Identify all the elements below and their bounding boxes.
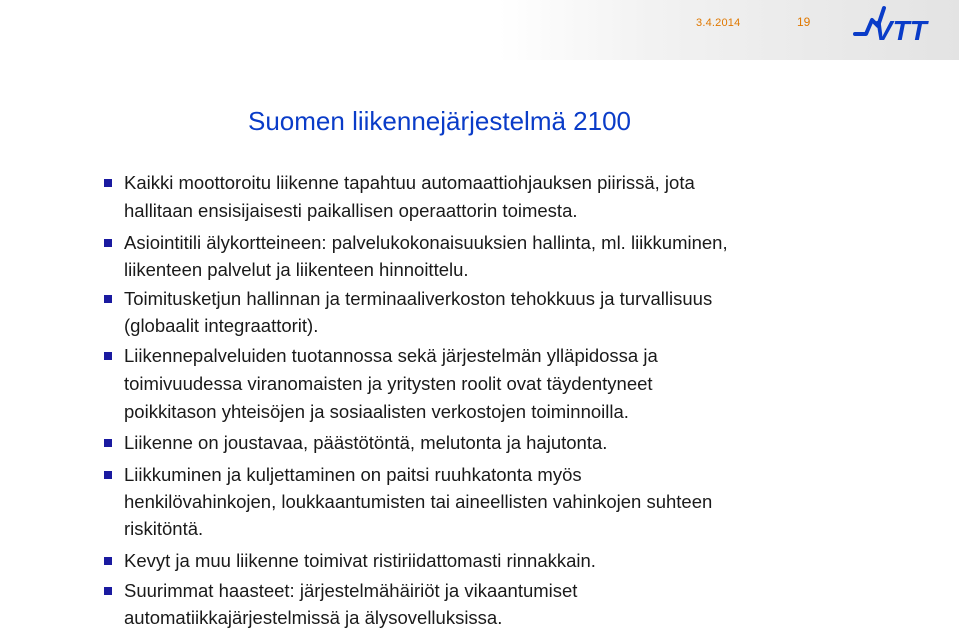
- bullet-text-line: (globaalit integraattorit).: [124, 315, 319, 336]
- bullet-square-icon: [104, 587, 112, 595]
- bullet-text-line: Kaikki moottoroitu liikenne tapahtuu automaattiohjauksen piirissä, jota: [124, 172, 695, 193]
- bullet-square-icon: [104, 471, 112, 479]
- bullet-text-line: Liikkuminen ja kuljettaminen on paitsi ruuhkatonta myös: [124, 464, 582, 485]
- bullet-text-line: Liikenne on joustavaa, päästötöntä, melutonta ja hajutonta.: [124, 432, 608, 453]
- bullet-square-icon: [104, 179, 112, 187]
- bullet-text-line: toimivuudessa viranomaisten ja yritysten roolit ovat täydentyneet: [124, 373, 653, 394]
- bullet-text-line: automatiikkajärjestelmissä ja älysovelluksissa.: [124, 607, 503, 628]
- bullet-text-line: poikkitason yhteisöjen ja sosiaalisten verkostojen toiminnoilla.: [124, 401, 629, 422]
- bullet-text-line: riskitöntä.: [124, 518, 204, 539]
- bullet-square-icon: [104, 352, 112, 360]
- bullet-text-line: Suurimmat haasteet: järjestelmähäiriöt ja vikaantumiset: [124, 580, 578, 601]
- header-date: 3.4.2014: [696, 17, 741, 29]
- page-number: 19: [797, 15, 811, 29]
- bullet-square-icon: [104, 557, 112, 565]
- bullet-text-line: henkilövahinkojen, loukkaantumisten tai aineellisten vahinkojen suhteen: [124, 491, 713, 512]
- bullet-text-line: Asiointitili älykortteineen: palvelukokonaisuuksien hallinta, ml. liikkuminen,: [124, 232, 728, 253]
- bullet-square-icon: [104, 439, 112, 447]
- bullet-square-icon: [104, 239, 112, 247]
- logo-text: VTT: [874, 15, 927, 46]
- bullet-text-line: hallitaan ensisijaisesti paikallisen operaattorin toimesta.: [124, 200, 578, 221]
- bullet-text-line: liikenteen palvelut ja liikenteen hinnoittelu.: [124, 259, 469, 280]
- bullet-text-line: Kevyt ja muu liikenne toimivat ristiriidattomasti rinnakkain.: [124, 550, 596, 571]
- slide-title: Suomen liikennejärjestelmä 2100: [248, 106, 632, 136]
- bullet-text-line: Toimitusketjun hallinnan ja terminaaliverkoston tehokkuus ja turvallisuus: [124, 288, 713, 309]
- bullet-text-line: Liikennepalveluiden tuotannossa sekä järjestelmän ylläpidossa ja: [124, 345, 658, 366]
- bullet-square-icon: [104, 295, 112, 303]
